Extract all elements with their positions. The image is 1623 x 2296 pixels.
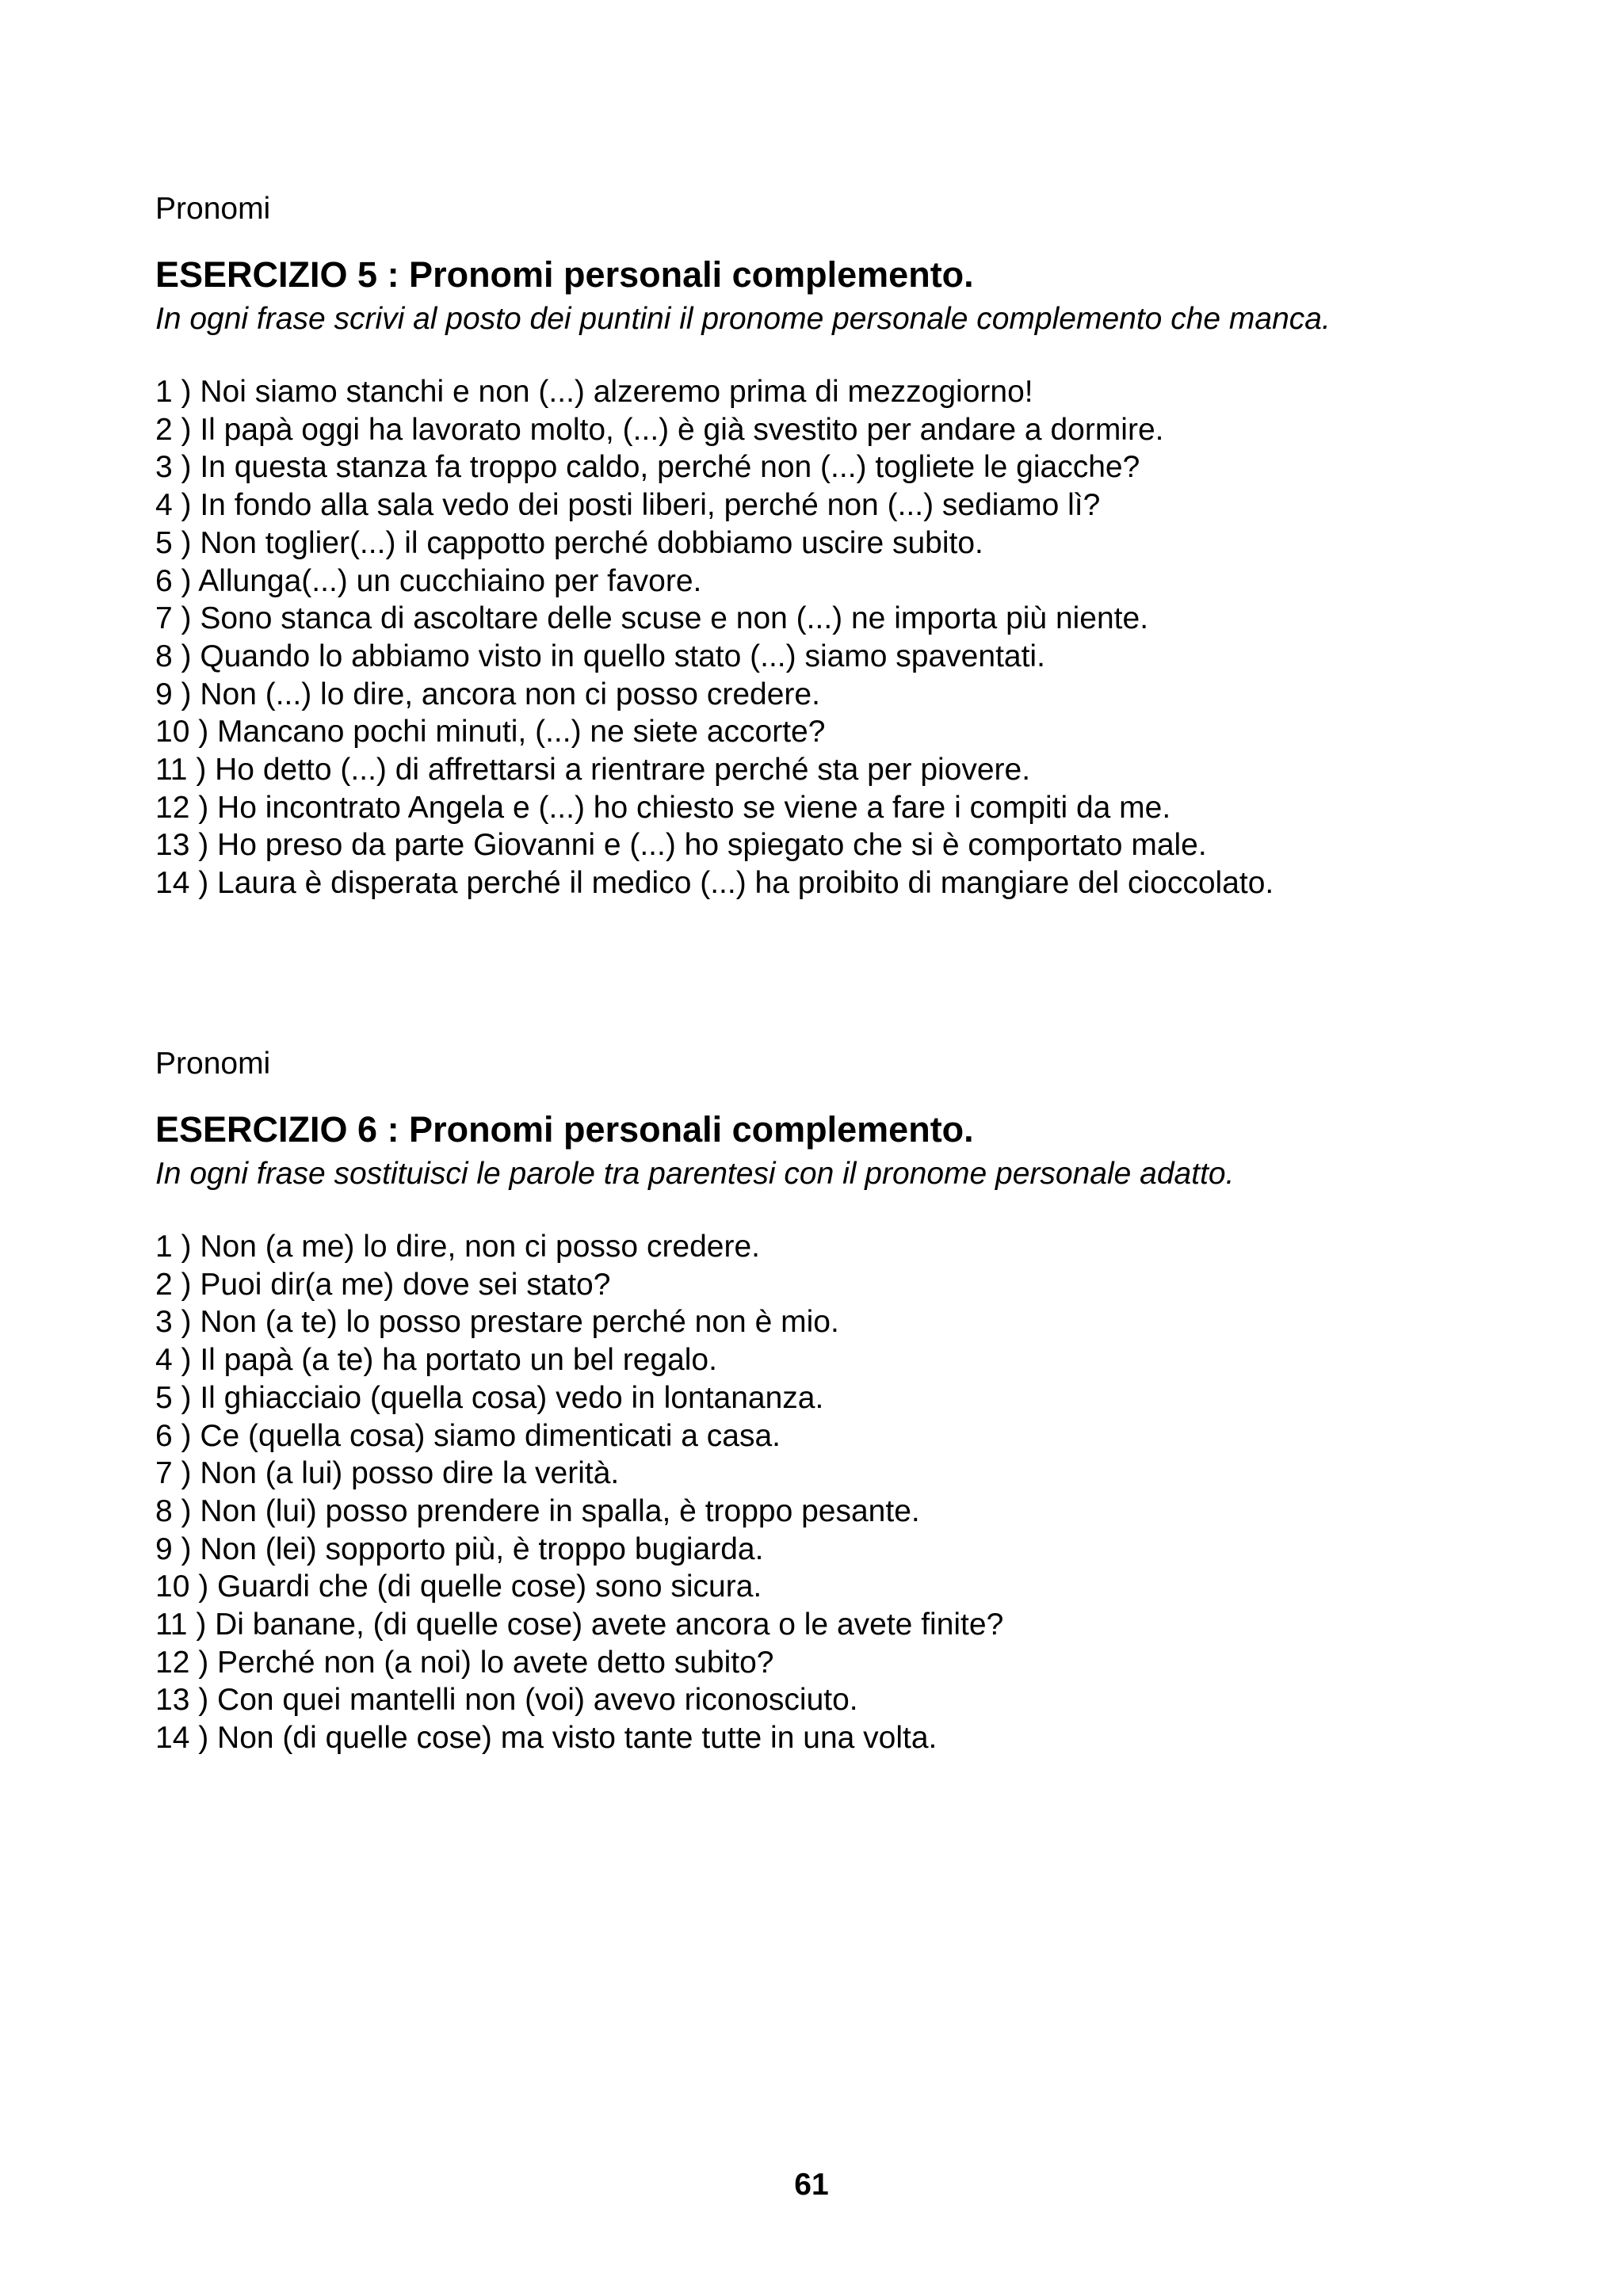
exercise-item: 7 ) Non (a lui) posso dire la verità. [155, 1456, 620, 1491]
exercise-title: ESERCIZIO 5 : Pronomi personali complemento. [155, 254, 974, 295]
exercise-instruction: In ogni frase sostituisci le parole tra parentesi con il pronome personale adatto. [155, 1157, 1235, 1191]
page-number: 61 [794, 2168, 829, 2202]
exercise-item: 3 ) Non (a te) lo posso prestare perché non è mio. [155, 1305, 839, 1340]
exercise-item: 13 ) Ho preso da parte Giovanni e (...) ho spiegato che si è comportato male. [155, 828, 1207, 863]
exercise-item: 9 ) Non (...) lo dire, ancora non ci posso credere. [155, 677, 820, 711]
exercise-item: 10 ) Mancano pochi minuti, (...) ne siete accorte? [155, 715, 826, 749]
exercise-5-section [155, 190, 1503, 902]
exercise-item: 4 ) In fondo alla sala vedo dei posti liberi, perché non (...) sediamo lì? [155, 488, 1101, 523]
exercise-item: 8 ) Non (lui) posso prendere in spalla, è troppo pesante. [155, 1493, 920, 1528]
exercise-item: 11 ) Di banane, (di quelle cose) avete ancora o le avete finite? [155, 1608, 1004, 1642]
section-category: Pronomi [155, 1047, 271, 1081]
exercise-item: 9 ) Non (lei) sopporto più, è troppo bugiarda. [155, 1531, 764, 1566]
exercise-item: 13 ) Con quei mantelli non (voi) avevo riconosciuto. [155, 1683, 858, 1718]
exercise-item: 8 ) Quando lo abbiamo visto in quello stato (...) siamo spaventati. [155, 639, 1045, 673]
exercise-item: 1 ) Noi siamo stanchi e non (...) alzeremo prima di mezzogiorno! [155, 375, 1033, 409]
exercise-item: 2 ) Puoi dir(a me) dove sei stato? [155, 1267, 611, 1302]
exercise-item: 7 ) Sono stanca di ascoltare delle scuse e non (...) ne importa più niente. [155, 601, 1149, 636]
exercise-item: 1 ) Non (a me) lo dire, non ci posso credere. [155, 1230, 761, 1264]
exercise-item: 4 ) Il papà (a te) ha portato un bel regalo. [155, 1343, 717, 1378]
exercise-instruction: In ogni frase scrivi al posto dei puntini il pronome personale complemento che manca. [155, 302, 1331, 336]
exercise-6-section [155, 1045, 1503, 1757]
section-category: Pronomi [155, 192, 271, 226]
exercise-title: ESERCIZIO 6 : Pronomi personali complemento. [155, 1109, 974, 1150]
exercise-item: 2 ) Il papà oggi ha lavorato molto, (...) è già svestito per andare a dormire. [155, 412, 1164, 447]
exercise-item: 6 ) Ce (quella cosa) siamo dimenticati a casa. [155, 1418, 781, 1453]
exercise-item: 5 ) Non toglier(...) il cappotto perché dobbiamo uscire subito. [155, 525, 983, 560]
exercise-item: 11 ) Ho detto (...) di affrettarsi a rientrare perché sta per piovere. [155, 753, 1031, 788]
exercise-item: 14 ) Laura è disperata perché il medico (...) ha proibito di mangiare del cioccolato. [155, 866, 1274, 901]
exercise-item: 3 ) In questa stanza fa troppo caldo, perché non (...) togliete le giacche? [155, 450, 1140, 485]
exercise-item: 12 ) Perché non (a noi) lo avete detto subito? [155, 1645, 774, 1680]
exercise-item: 6 ) Allunga(...) un cucchiaino per favore. [155, 563, 702, 598]
exercise-item: 12 ) Ho incontrato Angela e (...) ho chiesto se viene a fare i compiti da me. [155, 790, 1171, 825]
exercise-item-list [155, 1228, 1503, 1757]
exercise-item: 14 ) Non (di quelle cose) ma visto tante tutte in una volta. [155, 1721, 938, 1756]
exercise-item-list [155, 373, 1503, 902]
exercise-item: 5 ) Il ghiacciaio (quella cosa) vedo in lontananza. [155, 1380, 824, 1415]
exercise-item: 10 ) Guardi che (di quelle cose) sono sicura. [155, 1569, 762, 1604]
